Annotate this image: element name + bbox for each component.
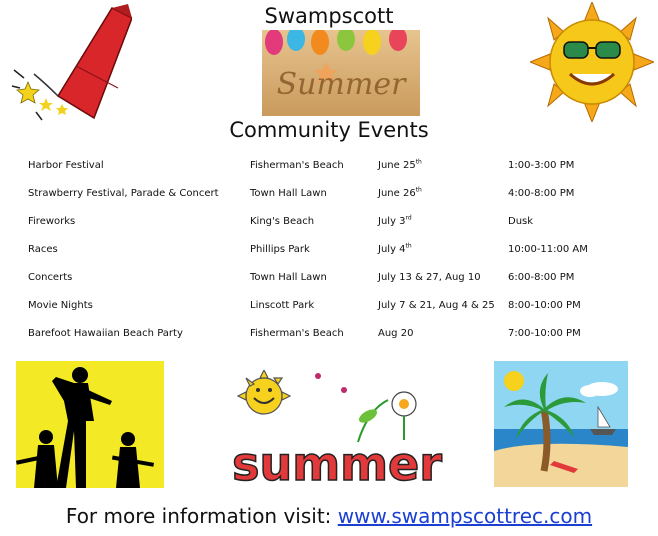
event-date-suffix: th — [405, 242, 412, 250]
event-location: Phillips Park — [250, 244, 310, 255]
event-row — [0, 328, 658, 348]
event-time: 8:00-10:00 PM — [508, 300, 581, 311]
event-name: Strawberry Festival, Parade & Concert — [28, 188, 219, 199]
event-row — [0, 216, 658, 236]
beach-palm-image — [494, 361, 628, 487]
concert-silhouette-image — [16, 361, 164, 488]
event-time: 1:00-3:00 PM — [508, 160, 575, 171]
event-location: Fisherman's Beach — [250, 328, 344, 339]
event-date-suffix: rd — [405, 214, 412, 222]
page-subtitle: Community Events — [229, 118, 429, 142]
event-date — [378, 300, 495, 311]
summer-sand-photo — [262, 30, 420, 116]
summer-flowers-clipart — [218, 370, 456, 488]
summer-sand-text: Summer — [276, 67, 406, 102]
event-name: Barefoot Hawaiian Beach Party — [28, 328, 183, 339]
firework-rocket-icon — [6, 4, 132, 124]
summer-word-clipart: summer — [232, 437, 442, 488]
event-date — [378, 216, 412, 227]
event-time: 10:00-11:00 AM — [508, 244, 588, 255]
event-date-main: June 25 — [378, 160, 416, 171]
event-date-main: July 3 — [378, 216, 406, 227]
footer-prefix: For more information visit: — [65, 504, 338, 528]
event-name: Movie Nights — [28, 300, 93, 311]
town-title: Swampscott — [264, 4, 394, 28]
event-date-suffix: th — [415, 158, 422, 166]
event-row — [0, 160, 658, 180]
event-row — [0, 244, 658, 264]
event-date-main: July 7 & 21, Aug 4 & 25 — [378, 300, 495, 311]
event-time: 6:00-8:00 PM — [508, 272, 575, 283]
event-location: Town Hall Lawn — [250, 272, 327, 283]
event-date-suffix: th — [415, 186, 422, 194]
event-date-main: Aug 20 — [378, 328, 414, 339]
event-time: Dusk — [508, 216, 534, 227]
event-name: Fireworks — [28, 216, 76, 227]
event-date-main: June 26 — [378, 188, 416, 199]
event-location: Fisherman's Beach — [250, 160, 344, 171]
event-row — [0, 188, 658, 208]
event-date — [378, 244, 412, 255]
event-location: King's Beach — [250, 216, 315, 227]
event-time: 7:00-10:00 PM — [508, 328, 581, 339]
event-date — [378, 188, 422, 199]
event-name: Races — [28, 244, 58, 255]
event-date — [378, 328, 413, 339]
event-row — [0, 272, 658, 292]
sun-sunglasses-icon — [530, 2, 654, 122]
event-date — [378, 160, 422, 171]
event-date-main: July 4 — [378, 244, 406, 255]
event-date-main: July 13 & 27, Aug 10 — [378, 272, 481, 283]
event-row — [0, 300, 658, 320]
website-link[interactable]: www.swampscottrec.com — [337, 504, 593, 528]
event-location: Town Hall Lawn — [250, 188, 327, 199]
event-time: 4:00-8:00 PM — [508, 188, 575, 199]
event-name: Concerts — [28, 272, 73, 283]
event-name: Harbor Festival — [28, 160, 104, 171]
footer-info — [0, 504, 658, 528]
event-location: Linscott Park — [250, 300, 315, 311]
event-date — [378, 272, 481, 283]
